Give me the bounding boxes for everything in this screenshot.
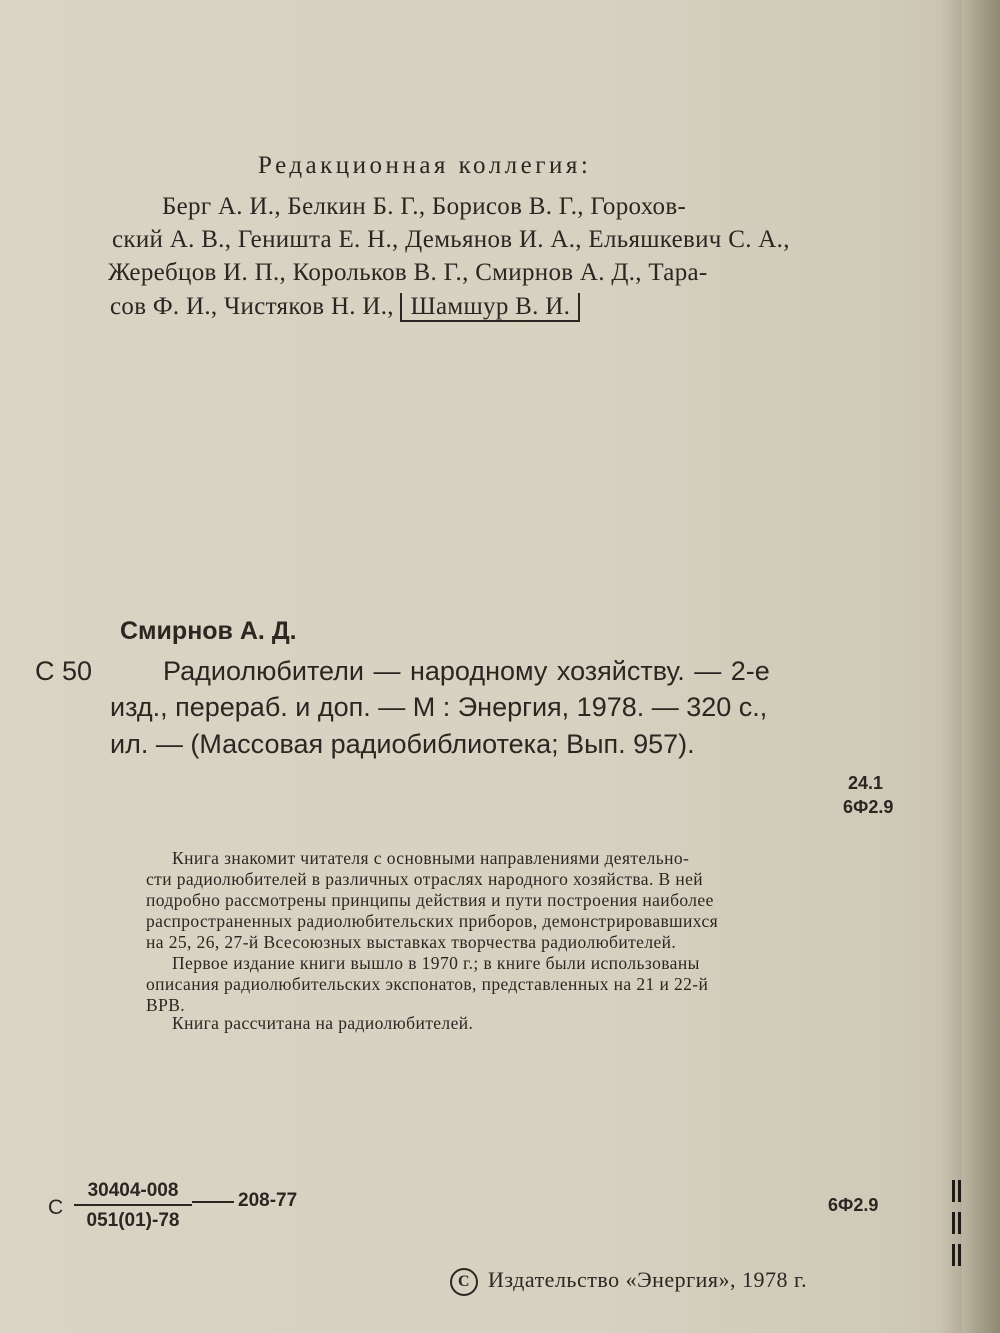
annotation-line: на 25, 26, 27-й Всесоюзных выставках творчества радиолюбителей. [146, 932, 677, 952]
catalog-index-code: С 50 [35, 656, 93, 686]
editorial-board-line-last [110, 293, 580, 322]
imprint-numerator: 30404-008 [74, 1180, 192, 1206]
editorial-board-title: Редакционная коллегия: [258, 152, 592, 179]
spine-mark [958, 1180, 961, 1202]
editorial-board-line: сов Ф. И., Чистяков Н. И., [110, 293, 394, 320]
annotation-line: Первое издание книги вышло в 1970 г.; в книге были использованы [172, 953, 700, 973]
boxed-name: Шамшур В. И. [400, 293, 580, 322]
annotation-line: сти радиолюбителей в различных отраслях народного хозяйства. В ней [146, 869, 704, 889]
spine-mark [952, 1180, 955, 1202]
editorial-board-line: ский А. В., Геништа Е. Н., Демьянов И. А., Ельяшкевич С. А., [112, 226, 790, 253]
page-shadow [940, 0, 962, 1333]
copyright-text: Издательство «Энергия», 1978 г. [488, 1267, 808, 1292]
catalog-line: Радиолюбители — народному хозяйству. — 2-е [163, 656, 770, 686]
annotation-line: описания радиолюбительских экспонатов, представленных на 21 и 22-й [146, 974, 709, 994]
imprint-denominator: 051(01)-78 [86, 1210, 180, 1231]
annotation-line: ВРВ. [146, 995, 186, 1015]
editorial-board-line: Берг А. И., Белкин Б. Г., Борисов В. Г., Горохов- [162, 193, 687, 220]
annotation-line: распространенных радиолюбительских приборов, демонстрировавшихся [146, 911, 719, 931]
imprint-fraction [74, 1180, 192, 1232]
catalog-line: изд., перераб. и доп. — М : Энергия, 1978. — 320 с., [110, 692, 768, 722]
spine-mark [952, 1244, 955, 1266]
imprint-classification: 6Ф2.9 [828, 1195, 879, 1215]
catalog-classification: 24.1 [848, 773, 884, 793]
annotation-line: подробно рассмотрены принципы действия и пути построения наиболее [146, 890, 714, 910]
imprint-prefix: С [48, 1196, 64, 1219]
book-spine [962, 0, 1000, 1333]
annotation-line: Книга рассчитана на радиолюбителей. [172, 1013, 474, 1033]
spine-mark [958, 1244, 961, 1266]
spine-mark [958, 1212, 961, 1234]
spine-mark [952, 1212, 955, 1234]
annotation-line: Книга знакомит читателя с основными направлениями деятельно- [172, 848, 690, 868]
imprint-code: 208-77 [238, 1190, 298, 1211]
editorial-board-line: Жеребцов И. П., Корольков В. Г., Смирнов А. Д., Тара- [108, 259, 708, 286]
catalog-author: Смирнов А. Д. [120, 617, 297, 645]
copyright-line [450, 1267, 807, 1296]
catalog-classification: 6Ф2.9 [843, 797, 894, 817]
copyright-icon: C [450, 1268, 478, 1296]
imprint-dash [192, 1201, 234, 1203]
catalog-line: ил. — (Массовая радиобиблиотека; Вып. 957). [110, 729, 695, 759]
